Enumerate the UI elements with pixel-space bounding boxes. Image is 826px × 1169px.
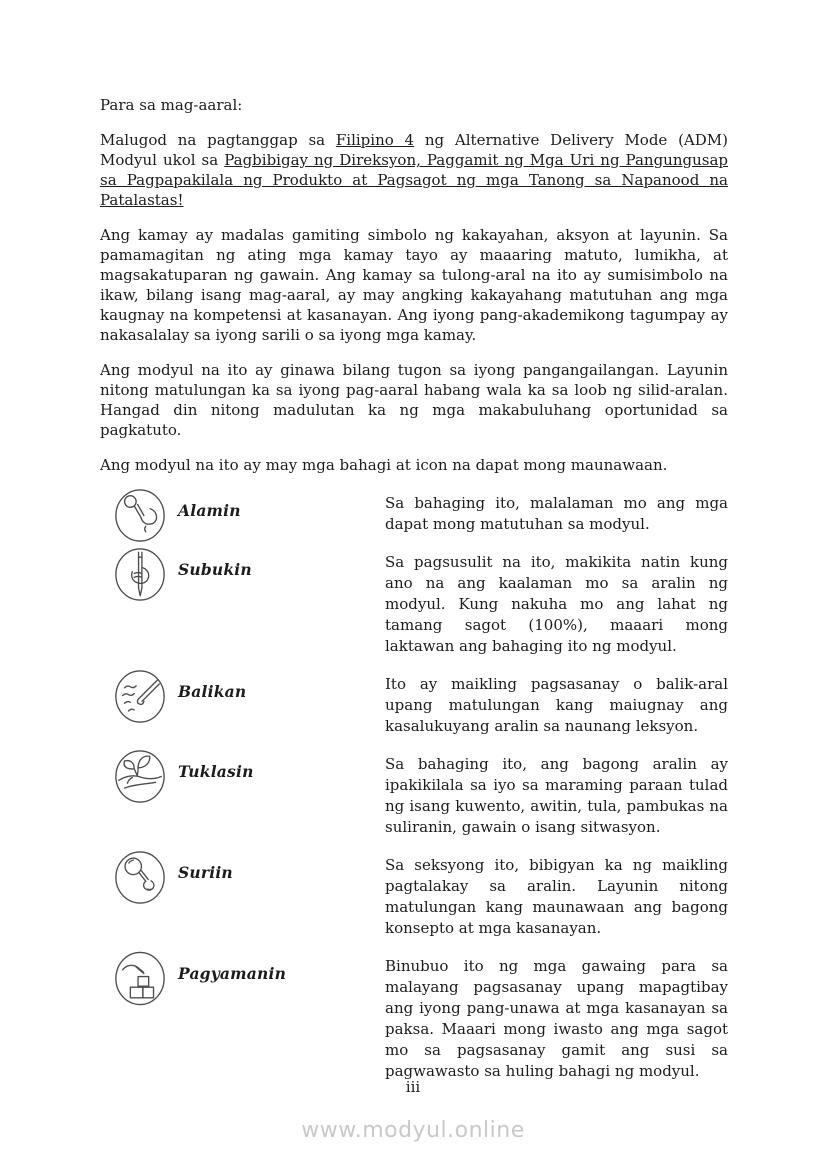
greeting-line: Para sa mag-aaral: — [100, 96, 243, 114]
magnifier-hand-icon — [113, 849, 167, 906]
module-part-label: Suriin — [178, 863, 233, 882]
module-part-label: Alamin — [178, 501, 241, 520]
intro-paragraph — [100, 130, 728, 210]
module-part-description: Sa seksyong ito, bibigyan ka ng maikling pagtalakay sa aralin. Layunin nitong matulungan kang maunawaan ang bagong konsepto at mga kasanayan. — [385, 856, 728, 937]
page-number: iii — [405, 1078, 421, 1096]
module-part-description: Sa pagsusulit na ito, makikita natin kung ano na ang kaalaman mo sa aralin ng modyul. Kung nakuha mo ang lahat ng tamang sagot (100%), maaari mong laktawan ang bahaging ito ng modyul. — [385, 553, 728, 655]
intro-subject-underlined: Filipino 4 — [335, 131, 415, 149]
sprout-hand-icon — [113, 748, 167, 805]
module-part-description: Sa bahaging ito, malalaman mo ang mga dapat mong matutuhan sa modyul. — [385, 494, 728, 533]
watermark-text: www.modyul.online — [301, 1118, 525, 1143]
module-part-row-suriin — [100, 855, 728, 939]
icons-lead-in-paragraph: Ang modyul na ito ay may mga bahagi at icon na dapat mong maunawaan. — [100, 456, 668, 474]
module-part-row-pagyamanin — [100, 956, 728, 1082]
pencil-grip-hand-icon — [113, 546, 167, 603]
module-part-description: Binubuo ito ng mga gawaing para sa malayang pagsasanay upang mapagtibay ang iyong pang-unawa at mga kasanayan sa paksa. Maaari mong iwasto ang mga sagot mo sa pagsasanay gamit ang susi sa pagwawasto sa huling bahagi ng modyul. — [385, 957, 728, 1080]
module-part-row-alamin — [100, 493, 728, 535]
intro-seg-3: ng Alternative Delivery Mode (ADM) Modyul ukol sa — [100, 131, 729, 169]
module-part-row-subukin — [100, 552, 728, 657]
module-part-label: Tuklasin — [178, 762, 254, 781]
module-part-row-balikan — [100, 674, 728, 737]
intro-seg-1: Malugod na pagtanggap sa — [100, 131, 336, 149]
module-part-description: Ito ay maikling pagsasanay o balik-aral upang matulungan kang maiugnay ang kasalukuyang aralin sa naunang leksyon. — [385, 675, 728, 735]
intro-module-title-underlined: Pagbibigay ng Direksyon, Paggamit ng Mga Uri ng Pangungusap sa Pagpapakilala ng Produkto at Pagsagot ng mga Tanong sa Napanood na Patalastas! — [100, 151, 729, 209]
page-body — [100, 95, 728, 1099]
sketching-hand-icon — [113, 668, 167, 725]
touch-hand-icon — [113, 487, 167, 544]
module-part-description: Sa bahaging ito, ang bagong aralin ay ipakikilala sa iyo sa maraming paraan tulad ng isang kuwento, awitin, tula, pambukas na suliranin, gawain o isang sitwasyon. — [385, 755, 728, 836]
module-purpose-paragraph: Ang modyul na ito ay ginawa bilang tugon sa iyong pangangailangan. Layunin nitong matulungan ka sa iyong pag-aaral habang wala ka sa loob ng silid-aralan. Hangad din nitong madulutan ka ng mga makabuluhang oportunidad sa pagkatuto. — [100, 361, 728, 439]
module-part-label: Pagyamanin — [178, 964, 287, 983]
stacking-blocks-hand-icon — [113, 950, 167, 1007]
module-part-label: Balikan — [178, 682, 247, 701]
hand-symbol-paragraph: Ang kamay ay madalas gamiting simbolo ng kakayahan, aksyon at layunin. Sa pamamagitan ng ating mga kamay tayo ay maaaring matuto, lumikha, at magsakatuparan ng gawain. Ang kamay sa tulong-aral na ito ay sumisimbolo na ikaw, bilang isang mag-aaral, ay may angking kakayahang matutuhan ang mga kaugnay na kompetensi at kasanayan. Ang iyong pang-akademikong tagumpay ay nakasalalay sa iyong sarili o sa iyong mga kamay. — [100, 226, 728, 344]
module-part-label: Subukin — [178, 560, 252, 579]
module-parts-list — [100, 493, 728, 1082]
module-part-row-tuklasin — [100, 754, 728, 838]
